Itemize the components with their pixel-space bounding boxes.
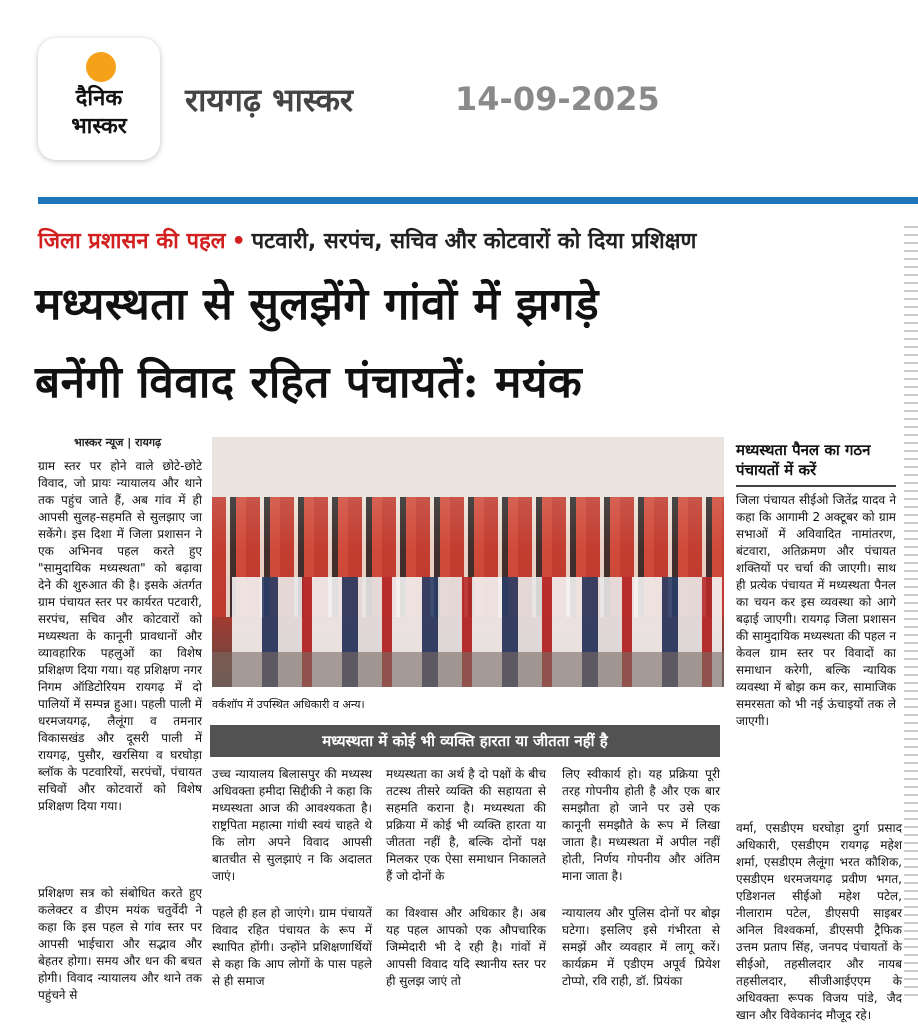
photo-caption: वर्कशॉप में उपस्थित अधिकारी व अन्य। xyxy=(212,698,365,711)
workshop-photo xyxy=(212,437,724,687)
logo-line2: भास्कर xyxy=(71,114,127,139)
sun-icon xyxy=(86,52,116,82)
column3-top: मध्यस्थता का अर्थ है दो पक्षों के बीच तटस्थ तीसरे व्यक्ति की सहायता से सहमति कराना है। मध्यस्थता की प्रक्रिया में कोई भी व्यक्ति हारता या जीतता नहीं है, बल्कि दोनों पक्ष मिलकर एक ऐसा समाधान निकालते हैं जो दोनों के xyxy=(386,767,546,883)
headline-line2: बनेंगी विवाद रहित पंचायतें: मयंक xyxy=(35,357,583,408)
kicker-bullet: • xyxy=(231,229,246,254)
column4-top: लिए स्वीकार्य हो। यह प्रक्रिया पूरी तरह गोपनीय होती है और एक बार समझौता हो जाने पर उसे एक कानूनी समझौते के रूप में लिखा जाता है। मध्यस्थता में अपील नहीं होती, निर्णय गोपनीय और अंतिम माना जाता है। xyxy=(562,767,720,883)
column4-bottom: न्यायालय और पुलिस दोनों पर बोझ घटेगा। इसलिए इसे गंभीरता से समझें और व्यवहार में लागू करें। कार्यक्रम में एडीएम अपूर्व प्रियेश टोप्पो, रवि राही, डॉ. प्रियंका xyxy=(562,906,720,988)
adjacent-column-edge xyxy=(904,220,918,1000)
kicker-red: जिला प्रशासन की पहल xyxy=(38,229,226,254)
byline: भास्कर न्यूज | रायगढ़ xyxy=(74,436,162,449)
kicker-rest: पटवारी, सरपंच, सचिव और कोटवारों को दिया प्रशिक्षण xyxy=(251,229,697,254)
column1-top: ग्राम स्तर पर होने वाले छोटे-छोटे विवाद, जो प्रायः न्यायालय और थाने तक पहुंच जाते हैं, अब गांव में ही आपसी सुलह-सहमति से सुलझाए जा सकेंगे। इस दिशा में जिला प्रशासन ने एक अभिनव पहल करते हुए "सामुदायिक मध्यस्थता" को बढ़ावा देने की शुरुआत की है। इसके अंतर्गत ग्राम पंचायत स्तर पर कार्यरत पटवारी, सरपंच, सचिव और कोटवारों को मध्यस्थता के कानूनी प्रावधानों और व्यावहारिक पहलुओं का विशेष प्रशिक्षण दिया गया। यह प्रशिक्षण नगर निगम ऑडिटोरियम रायगढ़ में दो पालियों में सम्पन्न हुआ। पहली पाली में धरमजयगढ़, लैलूंगा व तमनार विकासखंड और दूसरी पाली में रायगढ़, पुसौर, खरसिया व घरघोड़ा ब्लॉक के पटवारियों, सरपंचों, पंचायत सचिवों और कोटवारों को विशेष प्रशिक्षण दिया गया। xyxy=(38,459,202,813)
kicker xyxy=(38,225,696,255)
sidebar-text: जिला पंचायत सीईओ जितेंद्र यादव ने कहा कि आगामी 2 अक्टूबर को ग्राम सभाओं में अविवादित नामांतरण, बंटवारा, अतिक्रमण और पंचायत शक्तियों पर चर्चा की जाएगी। साथ ही प्रत्येक पंचायत में मध्यस्थता पैनल का चयन कर इस व्यवस्था को आगे बढ़ाई जाएगी। रायगढ़ जिला प्रशासन की सामुदायिक मध्यस्थता की पहल न केवल ग्राम स्तर पर विवादों का समाधान करेगी, बल्कि न्यायिक व्यवस्था में बोझ कम कर, सामाजिक समरसता को भी नई ऊंचाइयों तक ले जाएगी। xyxy=(736,493,896,728)
headline-line1: मध्यस्थता से सुलझेंगे गांवों में झगड़े xyxy=(35,279,600,330)
sidebar-bottom-text: वर्मा, एसडीएम घरघोड़ा दुर्गा प्रसाद अधिकारी, एसडीएम रायगढ़ महेश शर्मा, एसडीएम लैलूंगा भरत कौशिक, एसडीएम धरमजयगढ़ प्रवीण भगत, एडिशनल सीईओ महेश पटेल, नीलाराम पटेल, डीएसपी साइबर अनिल विश्वकर्मा, डीएसपी ट्रैफिक उत्तम प्रताप सिंह, जनपद पंचायतों के सीईओ, तहसीलदार और नायब तहसीलदार, सीजीआईएएम के अधिवक्ता रूपक विजय पांडे, जैद खान और विवेकानंद मौजूद रहे। xyxy=(736,821,902,1022)
logo-line1: दैनिक xyxy=(75,86,123,111)
sidebar-heading: मध्यस्थता पैनल का गठन पंचायतों में करें xyxy=(736,441,871,479)
column2-top: उच्च न्यायालय बिलासपुर की मध्यस्थ अधिवक्ता हमीदा सिद्दीकी ने कहा कि मध्यस्थता आज की आवश्यकता है। राष्ट्रपिता महात्मा गांधी स्वयं चाहते थे कि लोग अपने विवाद आपसी बातचीत से सुलझाएं न कि अदालत जाएं। xyxy=(212,767,372,883)
header-rule xyxy=(38,197,918,204)
column3-bottom: का विश्वास और अधिकार है। अब यह पहल आपको एक औपचारिक जिम्मेदारी भी दे रही है। गांवों में आपसी विवाद यदि स्थानीय स्तर पर ही सुलझ जाएं तो xyxy=(386,906,546,988)
edition-date: 14-09-2025 xyxy=(455,80,660,118)
dainik-bhaskar-logo xyxy=(38,38,160,160)
sidebar-rule xyxy=(736,485,896,487)
edition-title: रायगढ़ भास्कर xyxy=(185,81,354,119)
column1-bottom: प्रशिक्षण सत्र को संबोधित करते हुए कलेक्टर व डीएम मयंक चतुर्वेदी ने कहा कि इस पहल से गांव स्तर पर आपसी भाईचारा और सद्भाव और बेहतर होगा। समय और धन की बचत होगी। विवाद न्यायालय और थाने तक पहुंचने से xyxy=(38,886,202,1002)
subhead-banner: मध्यस्थता में कोई भी व्यक्ति हारता या जीतता नहीं है xyxy=(210,725,720,757)
column2-bottom: पहले ही हल हो जाएंगे। ग्राम पंचायतें विवाद रहित पंचायत के रूप में स्थापित होंगी। उन्होंने प्रशिक्षणार्थियों से कहा कि आप लोगों के पास पहले से ही समाज xyxy=(212,906,372,988)
